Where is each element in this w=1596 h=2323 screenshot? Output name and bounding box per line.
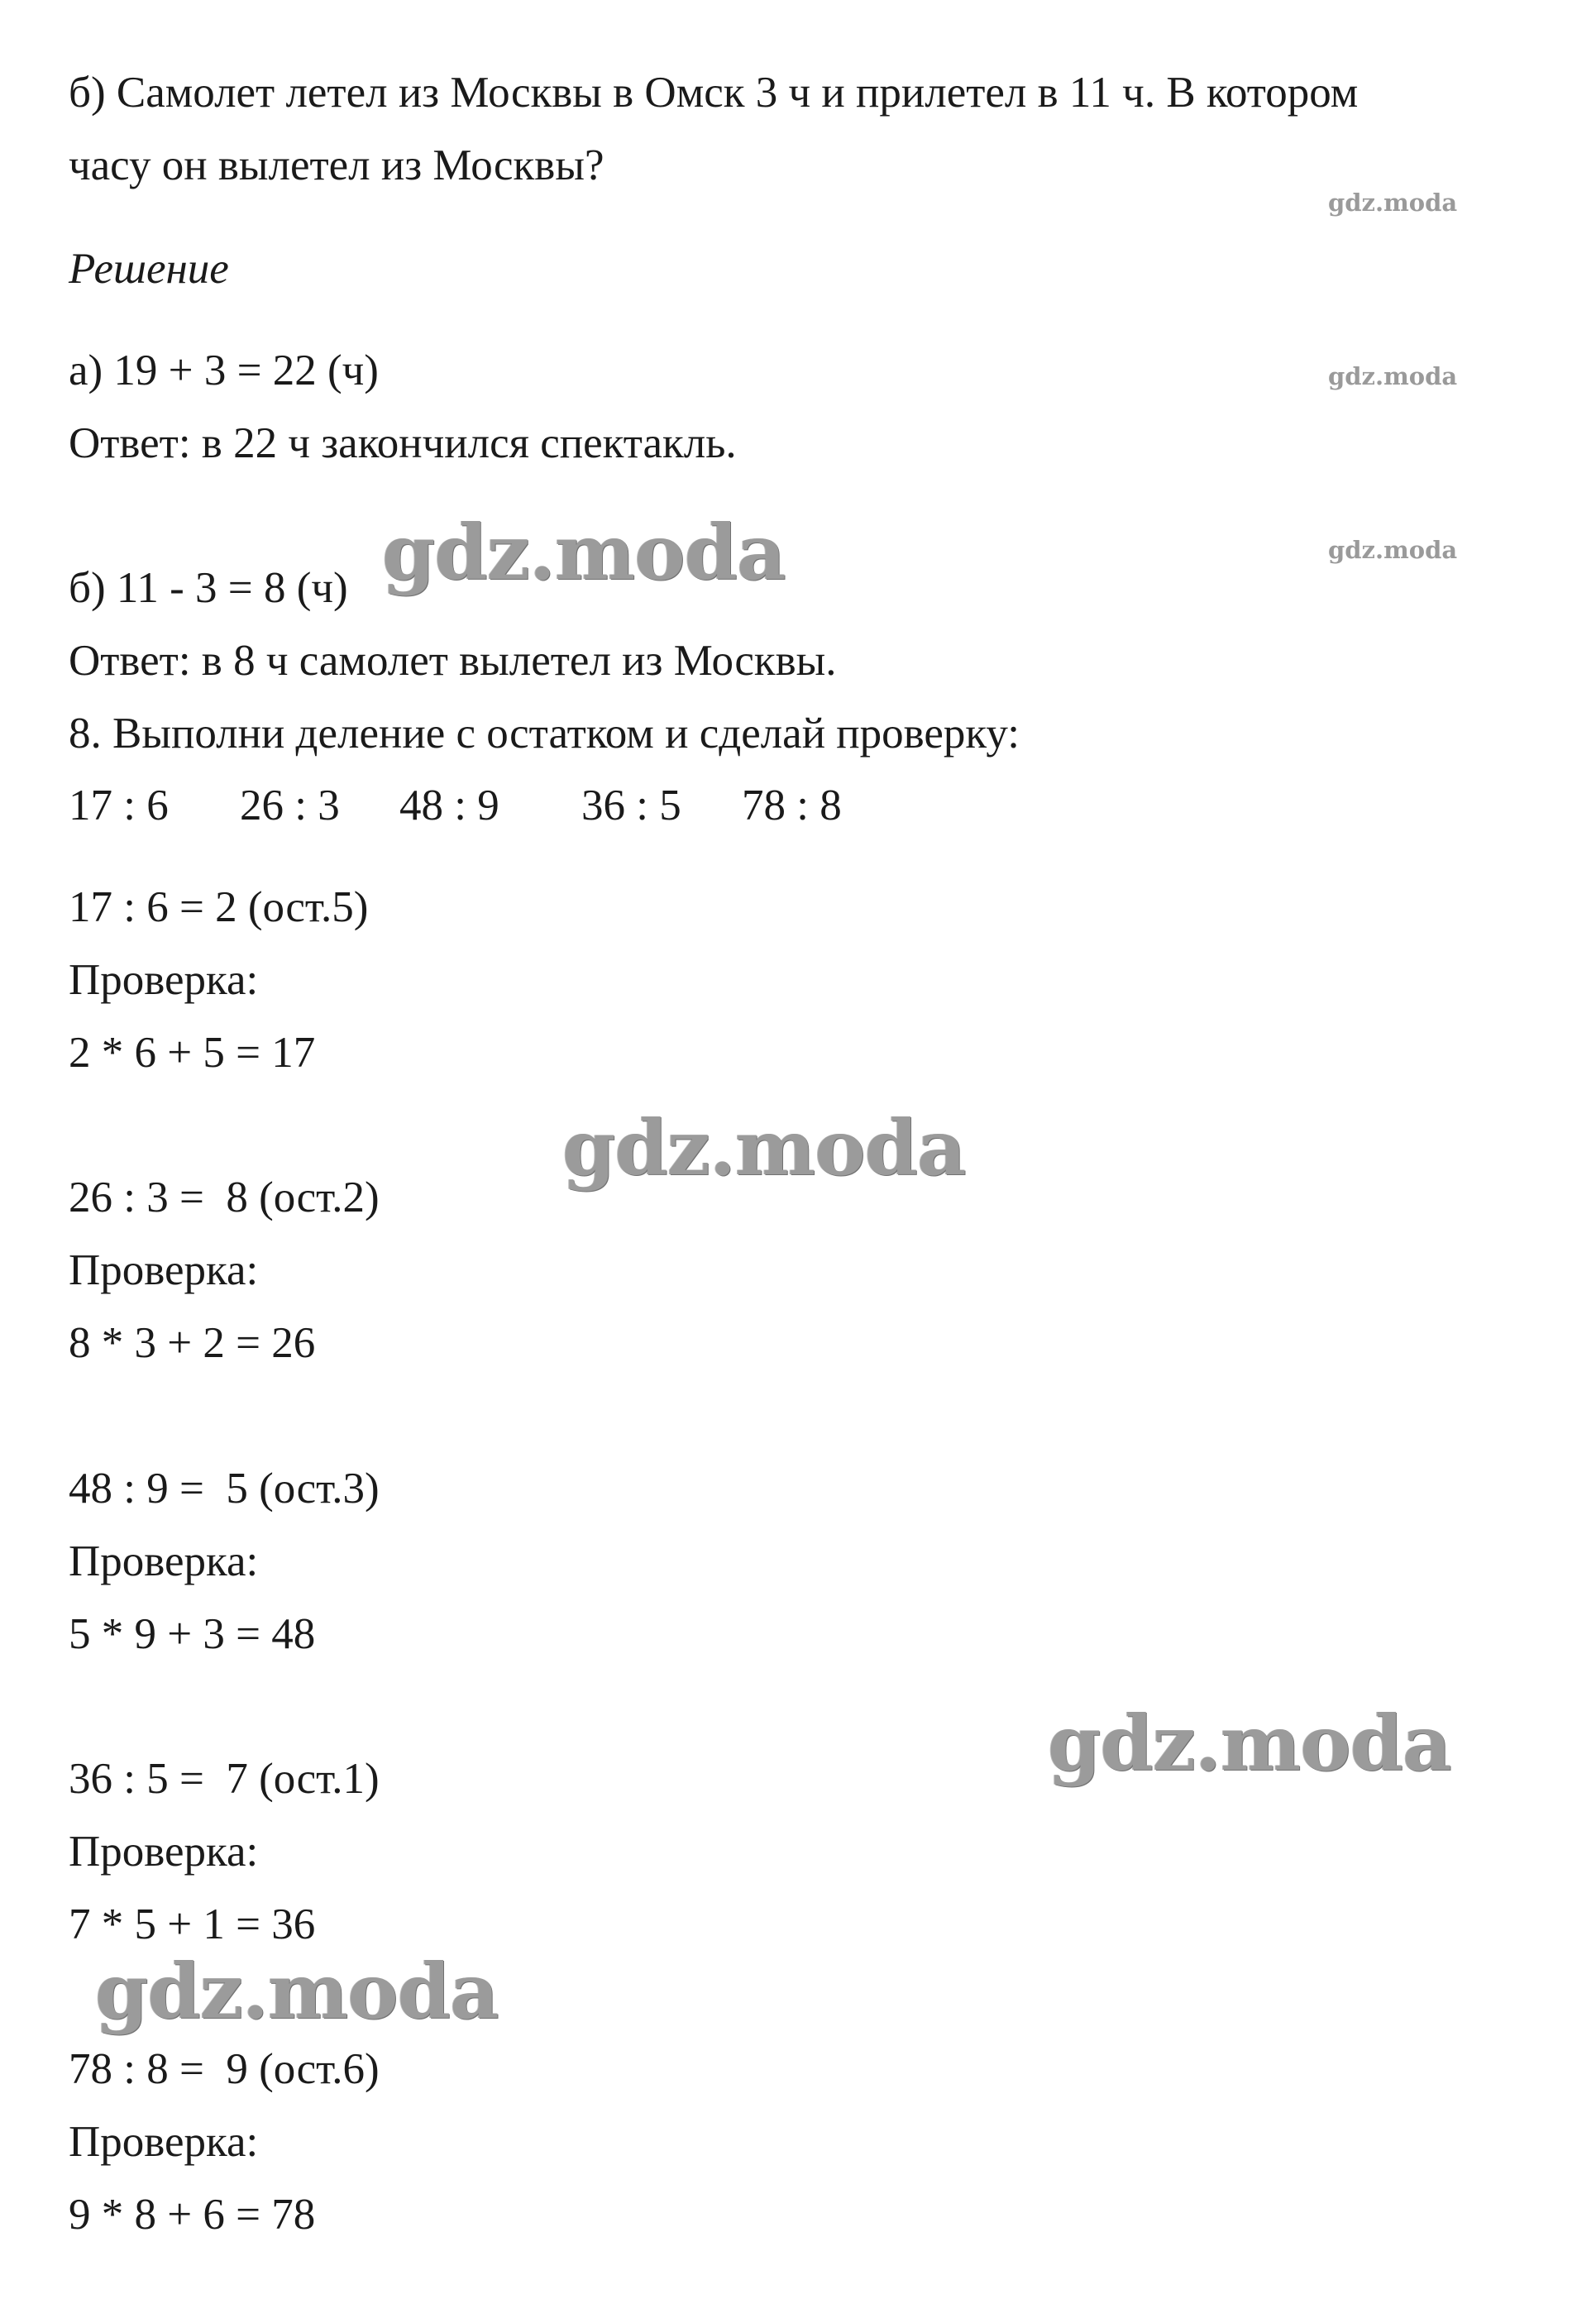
solution-heading: Решение — [69, 245, 229, 293]
check-label: Проверка: — [69, 956, 259, 1004]
check-label: Проверка: — [69, 1246, 259, 1294]
solution-a-equation: а) 19 + 3 = 22 (ч) — [69, 347, 379, 394]
division-line: 48 : 9 = 5 (ост.3) — [69, 1465, 380, 1513]
watermark-large: gdz.moda — [95, 1947, 499, 2036]
task-8-expressions — [69, 781, 896, 830]
watermark-small: gdz.moda — [1328, 189, 1458, 217]
expression: 78 : 8 — [742, 782, 842, 829]
check-line: 9 * 8 + 6 = 78 — [69, 2191, 316, 2239]
check-line: 8 * 3 + 2 = 26 — [69, 1319, 316, 1367]
division-line: 17 : 6 = 2 (ост.5) — [69, 883, 369, 931]
watermark-small: gdz.moda — [1328, 536, 1458, 564]
check-line: 5 * 9 + 3 = 48 — [69, 1610, 316, 1658]
task-8-statement: 8. Выполни деление с остатком и сделай проверку: — [69, 710, 1020, 758]
check-label: Проверка: — [69, 1828, 259, 1876]
watermark-large: gdz.moda — [1048, 1699, 1451, 1788]
check-label: Проверка: — [69, 1537, 259, 1585]
solution-b-answer: Ответ: в 8 ч самолет вылетел из Москвы. — [69, 637, 837, 685]
watermark-small: gdz.moda — [1328, 362, 1458, 390]
expression: 26 : 3 — [240, 782, 340, 829]
watermark-large: gdz.moda — [382, 508, 786, 597]
division-line: 36 : 5 = 7 (ост.1) — [69, 1755, 380, 1803]
watermark-large: gdz.moda — [562, 1103, 966, 1193]
check-label: Проверка: — [69, 2118, 259, 2166]
division-line: 78 : 8 = 9 (ост.6) — [69, 2045, 380, 2093]
solution-b-equation: б) 11 - 3 = 8 (ч) — [69, 564, 348, 612]
check-line: 2 * 6 + 5 = 17 — [69, 1029, 316, 1077]
division-line: 26 : 3 = 8 (ост.2) — [69, 1173, 380, 1221]
problem-b-line-1: б) Самолет летел из Москвы в Омск 3 ч и прилетел в 11 ч. В котором — [69, 69, 1359, 117]
check-line: 7 * 5 + 1 = 36 — [69, 1900, 316, 1948]
solution-a-answer: Ответ: в 22 ч закончился спектакль. — [69, 419, 737, 467]
expression: 48 : 9 — [399, 782, 499, 829]
expression: 36 : 5 — [581, 782, 681, 829]
expression: 17 : 6 — [69, 782, 169, 829]
problem-b-line-2: часу он вылетел из Москвы? — [69, 141, 604, 189]
